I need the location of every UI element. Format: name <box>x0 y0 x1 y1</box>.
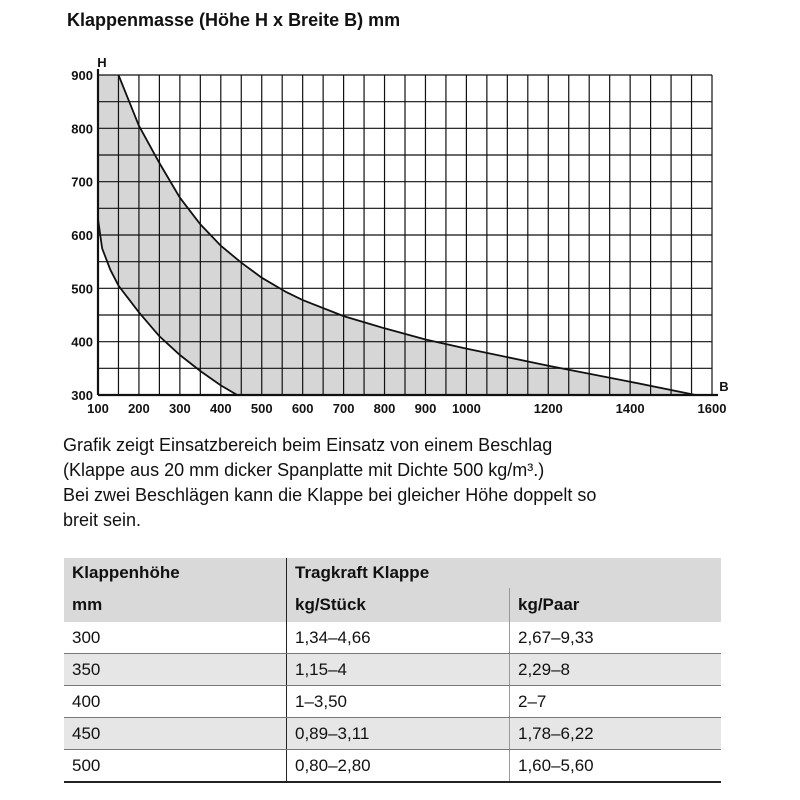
header-per-pair: kg/Paar <box>510 588 722 622</box>
cell-per-pair: 1,78–6,22 <box>510 718 722 750</box>
y-axis-label: H <box>97 55 107 70</box>
cell-height: 500 <box>64 750 287 783</box>
cell-per-piece: 0,89–3,11 <box>287 718 510 750</box>
chart-description <box>63 433 763 533</box>
chart-title: Klappenmasse (Höhe H x Breite B) mm <box>67 10 401 30</box>
cell-height: 300 <box>64 622 287 654</box>
cell-per-pair: 2–7 <box>510 686 722 718</box>
y-tick-label: 500 <box>71 281 93 297</box>
table-row <box>64 750 721 783</box>
x-tick-label: 600 <box>291 401 314 416</box>
x-tick-label: 400 <box>209 401 232 416</box>
x-tick-label: 500 <box>250 401 273 416</box>
header-load-capacity: Tragkraft Klappe <box>287 558 722 588</box>
y-tick-label: 800 <box>71 121 93 137</box>
cell-height: 450 <box>64 718 287 750</box>
x-tick-label: 1600 <box>697 401 727 416</box>
load-capacity-table <box>64 558 721 783</box>
x-tick-label: 300 <box>169 401 191 416</box>
cell-per-piece: 1–3,50 <box>287 686 510 718</box>
x-tick-label: 1000 <box>451 401 481 416</box>
description-line-4: breit sein. <box>63 510 142 530</box>
cell-per-piece: 1,34–4,66 <box>287 622 510 654</box>
table-row <box>64 622 721 654</box>
cell-per-piece: 0,80–2,80 <box>287 750 510 783</box>
table-row <box>64 686 721 718</box>
y-tick-label: 900 <box>71 68 93 83</box>
x-tick-label: 900 <box>414 401 437 416</box>
x-tick-label: 200 <box>128 401 150 416</box>
table-row <box>64 718 721 750</box>
header-unit-mm: mm <box>64 588 287 622</box>
cell-height: 400 <box>64 686 287 718</box>
y-tick-label: 700 <box>71 174 93 190</box>
cell-per-pair: 1,60–5,60 <box>510 750 722 783</box>
cell-per-pair: 2,67–9,33 <box>510 622 722 654</box>
x-tick-label: 100 <box>87 401 109 416</box>
description-line-2: (Klappe aus 20 mm dicker Spanplatte mit Dichte 500 kg/m³.) <box>63 460 545 480</box>
x-axis-label: B <box>719 379 729 394</box>
x-tick-label: 800 <box>373 401 396 416</box>
y-tick-label: 400 <box>71 334 93 350</box>
description-line-3: Bei zwei Beschlägen kann die Klappe bei gleicher Höhe doppelt so <box>63 485 597 505</box>
x-tick-label: 700 <box>332 401 355 416</box>
x-tick-label: 1200 <box>533 401 563 416</box>
cell-height: 350 <box>64 654 287 686</box>
description-line-1: Grafik zeigt Einsatzbereich beim Einsatz von einem Beschlag <box>63 435 553 455</box>
x-tick-label: 1400 <box>615 401 645 416</box>
cell-per-piece: 1,15–4 <box>287 654 510 686</box>
cell-per-pair: 2,29–8 <box>510 654 722 686</box>
y-tick-label: 600 <box>71 228 93 243</box>
header-flap-height: Klappenhöhe <box>64 558 287 588</box>
header-per-piece: kg/Stück <box>287 588 510 622</box>
table-row <box>64 654 721 686</box>
y-tick-label: 300 <box>71 388 93 403</box>
